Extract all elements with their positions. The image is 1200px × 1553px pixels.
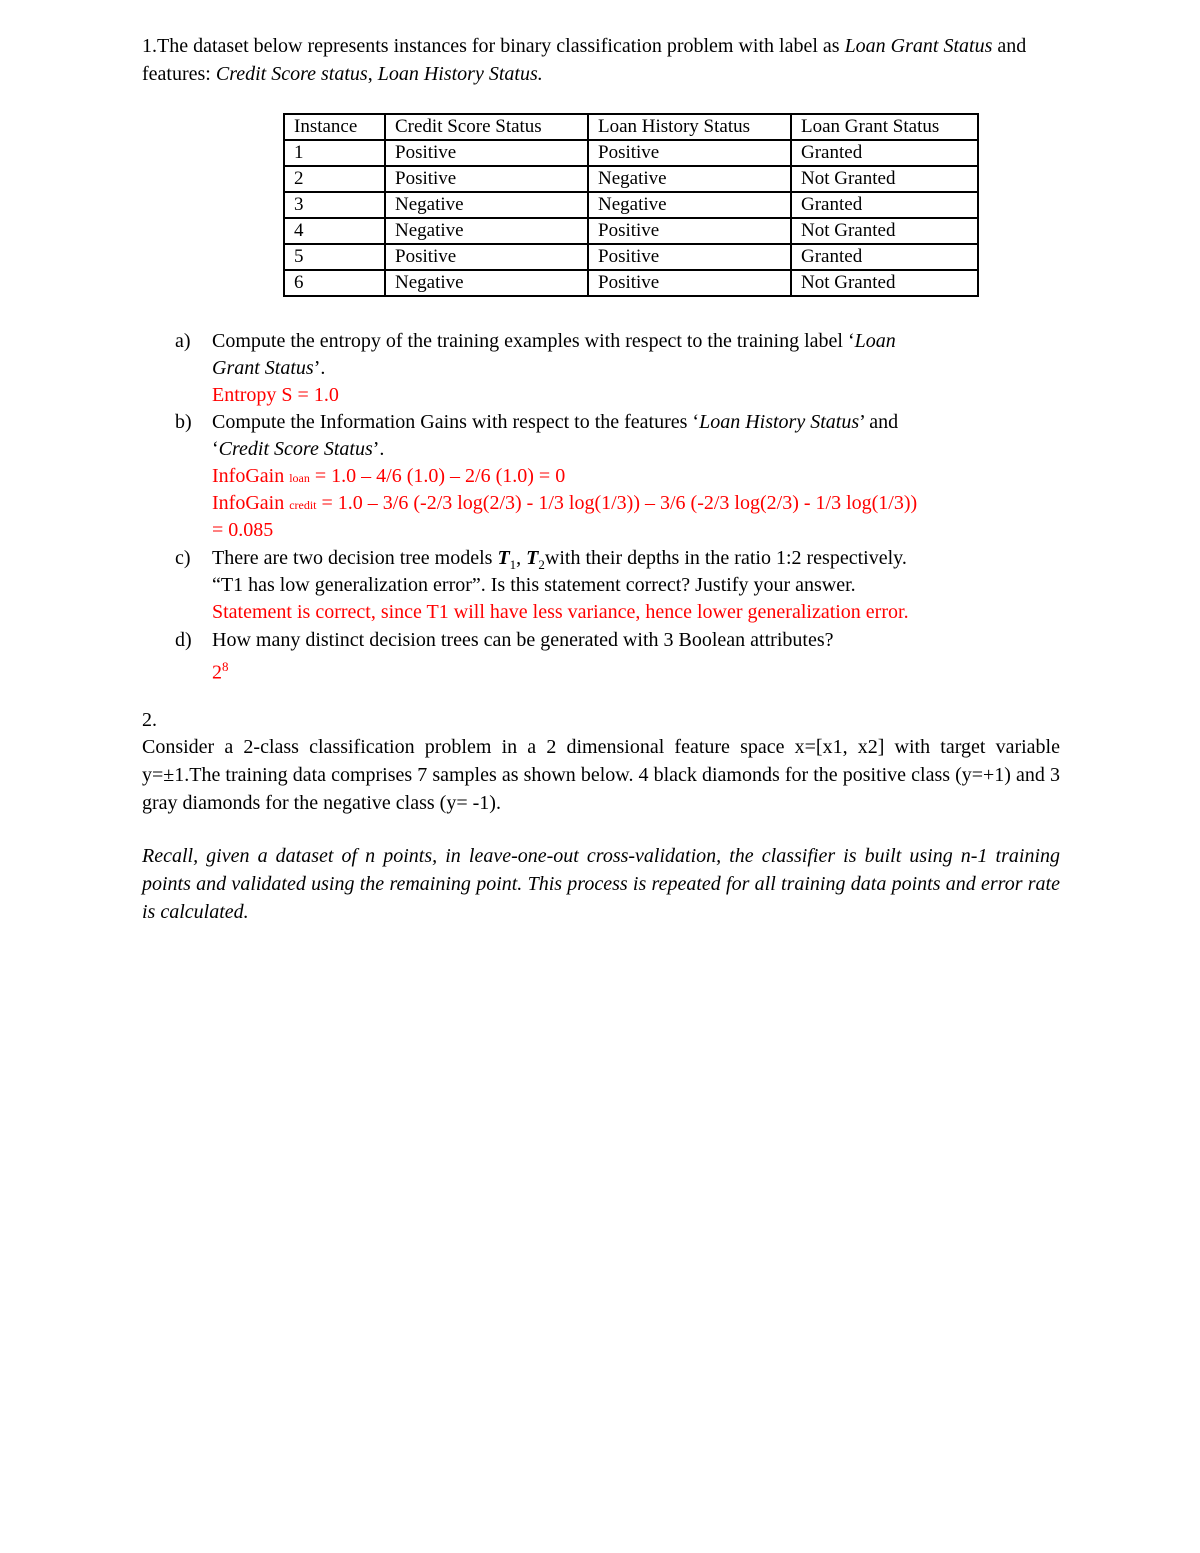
q2-paragraph: Consider a 2-class classification problem in a 2 dimensional feature space x=[x1, x2] with target variable y=±1.The training data comprises 7 samples as shown below. 4 black diamonds for the positive class (y=+1) and 3 gray diamonds for the negative class (y= -1). (142, 736, 1060, 814)
qd-answer-exponent: 8 (222, 659, 229, 674)
q1-intro (142, 32, 1042, 88)
qb-answer-credit-sub: credit (289, 498, 317, 512)
qc-comma: , (516, 547, 522, 569)
table-row (284, 270, 978, 296)
table-cell: 1 (284, 140, 385, 166)
q1-intro-mid: and features: (142, 35, 1027, 85)
qb-answer-credit-expr: = 1.0 – 3/6 (-2/3 log(2/3) - 1/3 log(1/3)) – 3/6 (-2/3 log(2/3) - 1/3 log(1/3)) (321, 492, 918, 514)
qa-label-italic: Loan (854, 330, 896, 352)
table-row (284, 166, 978, 192)
table-header-cell: Instance (284, 114, 385, 140)
qb-marker: b) (175, 411, 192, 433)
qc-model-t1-sub: 1 (509, 557, 517, 572)
table-cell: Granted (791, 244, 978, 270)
qb-answer-credit-prefix: InfoGain (212, 492, 285, 514)
qa-question-line-2 (212, 354, 325, 382)
q2-recall-note: Recall, given a dataset of n points, in leave-one-out cross-validation, the classifier is built using n-1 training points and validated using the remaining point. This process is repeated for all training data points and error rate is calculated. (142, 845, 1060, 923)
qc-marker: c) (175, 547, 191, 569)
table-cell: Negative (588, 166, 791, 192)
qb-question-line-2 (212, 435, 384, 463)
qd-answer-base: 2 (212, 661, 222, 684)
table-cell: Negative (385, 270, 588, 296)
table-cell: Positive (385, 166, 588, 192)
qc-answer: Statement is correct, since T1 will have less variance, hence lower generalization error. (212, 601, 909, 623)
table-cell: 5 (284, 244, 385, 270)
qa-label-italic: Grant Status (212, 357, 314, 379)
q1-intro-sep: , (367, 63, 373, 85)
table-cell: 2 (284, 166, 385, 192)
qd-question: How many distinct decision trees can be generated with 3 Boolean attributes? (212, 629, 834, 651)
qb-answer-loan-sub: loan (289, 471, 310, 485)
qb-answer-loan (212, 462, 565, 492)
table-row (284, 244, 978, 270)
q2-number: 2. (142, 709, 157, 731)
table-cell: Positive (588, 218, 791, 244)
table-cell: Not Granted (791, 218, 978, 244)
table-header-cell: Credit Score Status (385, 114, 588, 140)
table-header-cell: Loan Grant Status (791, 114, 978, 140)
qb-quote-open: ‘ (212, 438, 219, 460)
qc-model-t1: T (497, 547, 510, 569)
table-cell: 4 (284, 218, 385, 244)
qb-text-end: ’. (372, 438, 385, 460)
qc-text-2: with their depths in the ratio 1:2 respectively. (544, 547, 907, 569)
qb-feature-loan: Loan History Status (699, 411, 860, 433)
qb-question-line-1 (212, 408, 898, 436)
qa-question-line-1 (212, 327, 896, 355)
dataset-table (283, 113, 979, 297)
table-cell: Negative (385, 218, 588, 244)
table-cell: Positive (588, 270, 791, 296)
table-cell: Positive (385, 140, 588, 166)
table-cell: Not Granted (791, 166, 978, 192)
table-header-cell: Loan History Status (588, 114, 791, 140)
q1-feature-2: Loan History Status. (377, 63, 543, 85)
q1-intro-line (142, 32, 1042, 88)
qb-text: Compute the Information Gains with respect to the features ‘ (212, 411, 700, 433)
table-row (284, 192, 978, 218)
qa-text: Compute the entropy of the training examples with respect to the training label ‘ (212, 330, 855, 352)
table-header-row (284, 114, 978, 140)
qb-answer-credit (212, 489, 917, 519)
q1-intro-lead: 1.The dataset below represents instances for binary classification problem with label as (142, 35, 840, 57)
table-cell: Negative (588, 192, 791, 218)
q1-label-name: Loan Grant Status (844, 35, 993, 57)
qa-text-end: ’. (313, 357, 326, 379)
table-cell: Granted (791, 140, 978, 166)
qb-answer-loan-prefix: InfoGain (212, 465, 285, 487)
qa-answer: Entropy S = 1.0 (212, 384, 339, 406)
table-row (284, 218, 978, 244)
table-cell: Positive (385, 244, 588, 270)
qb-text-and: ’ and (859, 411, 899, 433)
qa-marker: a) (175, 330, 191, 352)
table-cell: Positive (588, 244, 791, 270)
qc-model-t2-sub: 2 (538, 557, 545, 572)
qc-text: There are two decision tree models (212, 547, 493, 569)
qc-model-t2: T (526, 547, 539, 569)
qb-answer-loan-expr: = 1.0 – 4/6 (1.0) – 2/6 (1.0) = 0 (314, 465, 566, 487)
table-cell: Positive (588, 140, 791, 166)
table-row (284, 140, 978, 166)
q1-feature-1: Credit Score status (215, 63, 368, 85)
qb-feature-credit: Credit Score Status (218, 438, 373, 460)
table-cell: Negative (385, 192, 588, 218)
qd-answer (212, 653, 229, 687)
table-cell: 6 (284, 270, 385, 296)
qc-question-line-2: “T1 has low generalization error”. Is this statement correct? Justify your answer. (212, 574, 856, 596)
table-cell: 3 (284, 192, 385, 218)
qd-marker: d) (175, 629, 192, 651)
table-cell: Not Granted (791, 270, 978, 296)
qb-answer-credit-result: = 0.085 (212, 519, 274, 541)
table-cell: Granted (791, 192, 978, 218)
